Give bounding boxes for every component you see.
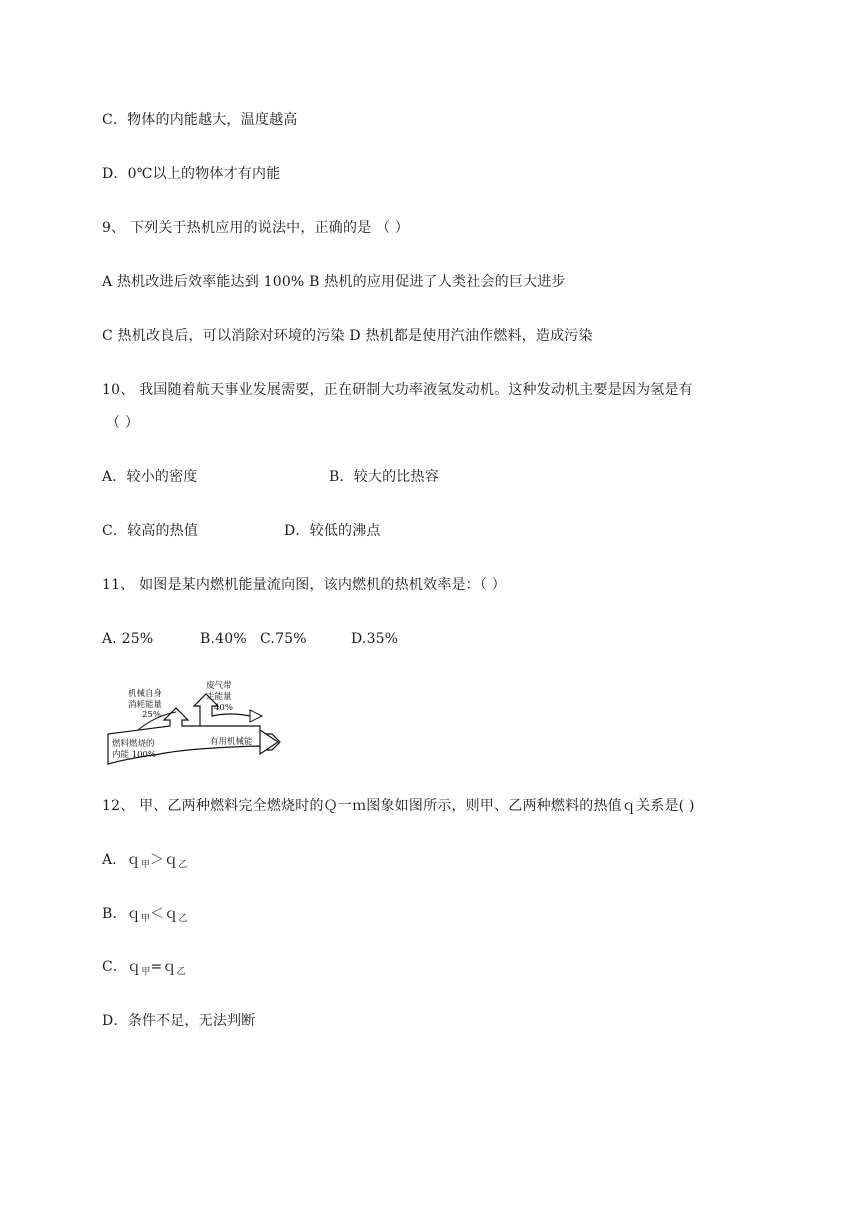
q12-c-q: ｑ	[162, 959, 177, 975]
question-10-option-d: D．较低的沸点	[284, 523, 381, 539]
exhaust-arrow-head	[250, 710, 262, 722]
question-10-option-c: C．较高的热值	[102, 523, 199, 539]
label-exhaust-3: 40%	[214, 703, 233, 713]
question-11-stem: 11、 如图是某内燃机能量流向图，该内燃机的热机效率是：（ ）	[102, 577, 506, 593]
question-12-option-a	[102, 850, 188, 875]
question-9-options-ab: A 热机改进后效率能达到 100% B 热机的应用促进了人类社会的巨大进步	[102, 274, 566, 290]
question-9-stem: 9、 下列关于热机应用的说法中，正确的是 （ ）	[102, 220, 410, 236]
label-useful: 有用机械能	[210, 737, 253, 747]
option-c-prev: C．物体的内能越大，温度越高	[102, 112, 298, 128]
q12-c-eq: =	[150, 959, 163, 975]
question-12-stem: 12、 甲、乙两种燃料完全燃烧时的Ｑ一ｍ图象如图所示，则甲、乙两种燃料的热值ｑ关系是( )	[102, 798, 695, 814]
q12-a-sub-yi: 乙	[178, 860, 188, 870]
question-12-option-d: D．条件不足，无法判断	[102, 1013, 256, 1029]
question-12-option-c	[102, 957, 186, 982]
q12-b-prefix: B．ｑ	[102, 906, 141, 922]
option-d-prev: D．0℃以上的物体才有内能	[102, 166, 281, 182]
label-fuel-1: 燃料燃烧的	[112, 739, 155, 749]
question-11-option-b: B.40%	[200, 631, 247, 647]
q12-c-sub-yi: 乙	[176, 967, 186, 977]
question-10-stem: 10、 我国随着航天事业发展需要，正在研制大功率液氢发动机。这种发动机主要是因为氢是有	[102, 382, 693, 398]
question-11-option-d: D.35%	[351, 631, 399, 647]
energy-flow-diagram	[100, 676, 290, 766]
q12-a-gt: ＞	[149, 852, 165, 868]
label-mech-self-1: 机械自身	[128, 689, 163, 699]
question-10-option-b: B．较大的比热容	[329, 469, 439, 485]
q12-b-lt: ＜	[150, 906, 165, 922]
q12-c-prefix: C．ｑ	[102, 959, 142, 975]
label-exhaust-1: 废气带	[206, 681, 232, 691]
q12-b-sub-yi: 乙	[178, 914, 188, 924]
label-fuel-2: 内能 100%	[112, 750, 157, 760]
q12-a-prefix: A．ｑ	[102, 852, 141, 868]
question-11-option-a: A. 25%	[102, 631, 154, 647]
q12-a-q: ｑ	[164, 852, 179, 868]
label-exhaust-2: 走能量	[206, 692, 232, 702]
question-10-option-a: A．较小的密度	[102, 469, 198, 485]
energy-flow-svg	[100, 676, 290, 766]
q12-b-sub-jia: 甲	[140, 914, 151, 924]
question-10-paren: （ ）	[106, 415, 140, 431]
label-mech-self-2: 消耗能量	[128, 700, 163, 710]
q12-c-sub-jia: 甲	[141, 967, 151, 977]
question-12-option-b	[102, 904, 188, 929]
q12-a-sub-jia: 甲	[140, 860, 150, 870]
question-11-option-c: C.75%	[260, 631, 307, 647]
q12-b-q: ｑ	[164, 906, 179, 922]
label-mech-self-3: 25%	[142, 710, 161, 720]
question-9-options-cd: C 热机改良后，可以消除对环境的污染 D 热机都是使用汽油作燃料，造成污染	[102, 328, 593, 344]
